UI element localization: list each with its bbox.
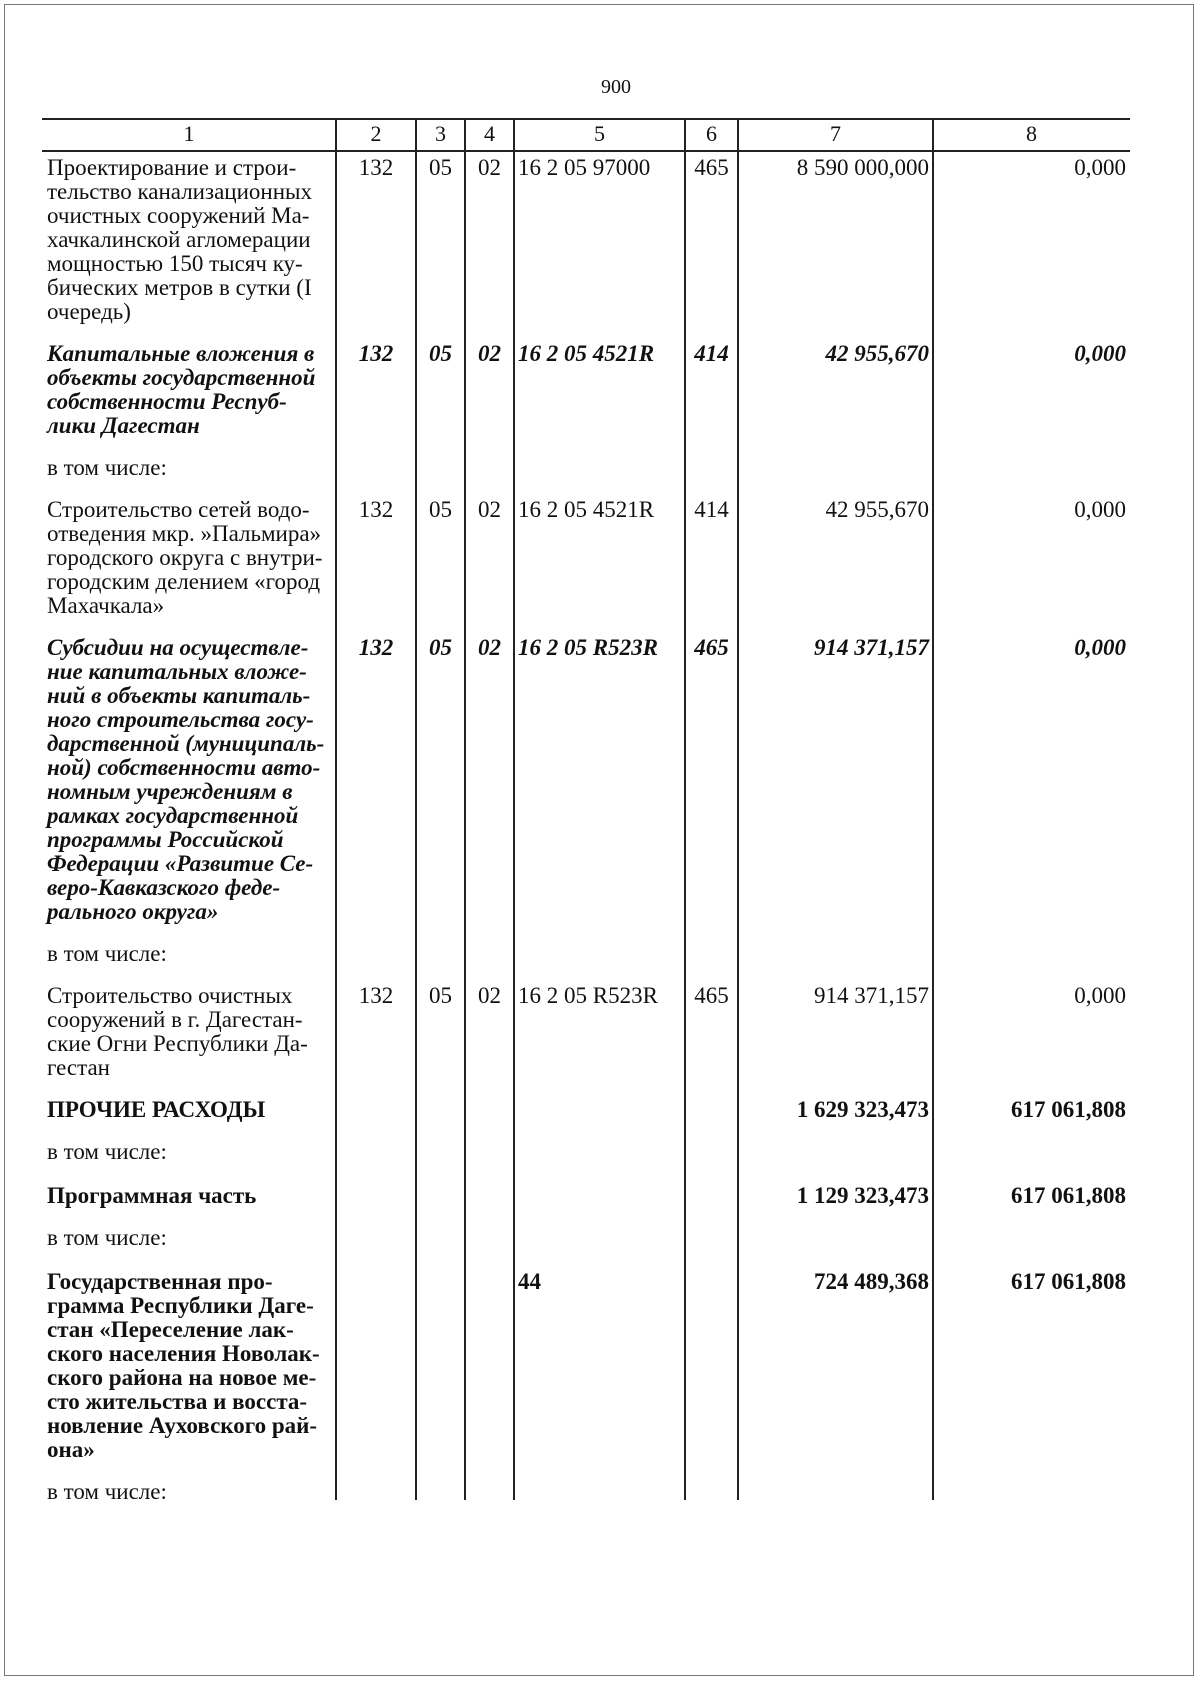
cell-amount-col8: 0,000 [1074,341,1126,366]
cell-amount-col7 [738,940,933,978]
cell-target-article: 16 2 05 97000 [518,155,651,180]
cell-amount-col7: 724 489,368 [814,1269,929,1294]
cell-amount-col7 [738,454,933,492]
cell-section [416,1478,465,1516]
cell-amount-col7 [738,1138,933,1176]
cell-amount-col8 [933,1224,1130,1262]
cell-expense-type [685,1176,738,1224]
item-name: Программная часть [47,1183,257,1208]
cell-expense-type [685,1262,738,1478]
cell-ministry-code: 132 [358,341,394,366]
cell-amount-col8 [933,1478,1130,1516]
cell-amount-col8 [933,1138,1130,1176]
item-name: Государственная про-грамма Республики Даге-стан «Переселение лак-ского населения Новолак-ского района на новое ме-сто жительства и восста-новление Ауховского рай-она» [47,1269,320,1462]
header-cell: 1 [183,121,195,146]
cell-subsection: 02 [478,155,501,180]
cell-amount-col7 [738,1224,933,1262]
cell-section: 05 [429,155,452,180]
cell-ministry-code [336,1262,416,1478]
table-row [42,1262,1130,1478]
cell-amount-col7: 42 955,670 [825,341,929,366]
table-row [42,454,1130,492]
cell-amount-col8 [933,454,1130,492]
cell-section [416,454,465,492]
header-cell: 6 [706,121,717,146]
cell-expense-type [685,1138,738,1176]
item-name: Строительство сетей водо-отведения мкр. »Пальмира» городского округа с внутри-городским делением «город Махачкала» [47,497,323,618]
table-row [42,334,1130,454]
page-number: 900 [601,76,631,98]
cell-subsection: 02 [478,635,501,660]
budget-table [42,118,1130,1516]
cell-section: 05 [429,497,452,522]
cell-ministry-code [336,940,416,978]
item-name: в том числе: [47,1139,167,1164]
cell-ministry-code [336,1224,416,1262]
cell-ministry-code: 132 [358,155,394,180]
cell-amount-col7: 914 371,157 [814,983,929,1008]
cell-expense-type: 465 [694,635,729,660]
cell-ministry-code [336,1090,416,1138]
cell-section [416,940,465,978]
cell-section [416,1090,465,1138]
cell-target-article: 16 2 05 R523R [518,983,658,1008]
cell-amount-col8: 0,000 [1074,983,1126,1008]
cell-amount-col7: 8 590 000,000 [796,155,929,180]
cell-target-article: 16 2 05 R523R [518,635,658,660]
cell-amount-col7: 1 129 323,473 [796,1183,929,1208]
cell-expense-type [685,1090,738,1138]
budget-table-wrapper [42,118,1130,1504]
cell-amount-col8: 0,000 [1074,635,1126,660]
cell-section [416,1138,465,1176]
header-cell: 2 [370,121,382,146]
cell-target-article [514,1176,685,1224]
cell-amount-col8: 617 061,808 [1011,1097,1126,1122]
cell-subsection [465,1090,514,1138]
header-cell: 4 [484,121,495,146]
cell-section: 05 [429,983,452,1008]
cell-subsection [465,1478,514,1516]
cell-ministry-code [336,1176,416,1224]
cell-subsection [465,1224,514,1262]
cell-expense-type: 465 [694,155,729,180]
table-row [42,150,1130,334]
cell-amount-col7: 42 955,670 [825,497,929,522]
table-row [42,492,1130,628]
cell-expense-type [685,940,738,978]
cell-amount-col8 [933,940,1130,978]
item-name: Проектирование и строи-тельство канализационных очистных сооружений Ма-хачкалинской агломерации мощностью 150 тысяч ку-бических метров в сутки (I очередь) [47,155,312,324]
item-name: ПРОЧИЕ РАСХОДЫ [47,1097,266,1122]
cell-target-article [514,454,685,492]
cell-subsection: 02 [478,983,501,1008]
table-row [42,1176,1130,1224]
cell-amount-col7: 914 371,157 [814,635,929,660]
cell-subsection [465,940,514,978]
cell-section [416,1262,465,1478]
cell-target-article [514,1478,685,1516]
item-name: в том числе: [47,1225,167,1250]
cell-target-article [514,1138,685,1176]
cell-amount-col8: 0,000 [1074,155,1126,180]
cell-section [416,1176,465,1224]
cell-subsection [465,1176,514,1224]
header-row [42,118,1130,150]
cell-ministry-code: 132 [358,497,394,522]
cell-amount-col7: 1 629 323,473 [796,1097,929,1122]
cell-amount-col8: 0,000 [1074,497,1126,522]
table-row [42,1090,1130,1138]
item-name: Субсидии на осуществле-ние капитальных вложе-ний в объекты капиталь-ного строительства госу-дарственной (муниципаль-ной) собственности авто-номным учреждениям в рамках государственной программы Российской Федерации «Развитие Се-веро-Кавказского феде-рального округа» [47,635,325,924]
table-row [42,1224,1130,1262]
cell-target-article: 44 [518,1269,541,1294]
cell-subsection [465,1262,514,1478]
cell-amount-col8: 617 061,808 [1011,1183,1126,1208]
header-cell: 5 [594,121,605,146]
cell-target-article [514,1224,685,1262]
cell-subsection: 02 [478,497,501,522]
cell-target-article [514,1090,685,1138]
cell-subsection [465,454,514,492]
cell-amount-col7 [738,1478,933,1516]
cell-subsection: 02 [478,341,501,366]
cell-amount-col8: 617 061,808 [1011,1269,1126,1294]
cell-ministry-code [336,1138,416,1176]
cell-ministry-code: 132 [358,983,394,1008]
cell-section: 05 [429,635,452,660]
cell-subsection [465,1138,514,1176]
table-row [42,1478,1130,1516]
table-row [42,940,1130,978]
cell-ministry-code: 132 [358,635,394,660]
cell-expense-type: 465 [694,983,729,1008]
item-name: в том числе: [47,941,167,966]
cell-target-article: 16 2 05 4521R [518,341,655,366]
cell-expense-type: 414 [694,497,729,522]
cell-target-article [514,940,685,978]
cell-expense-type [685,1478,738,1516]
cell-ministry-code [336,1478,416,1516]
table-row [42,628,1130,940]
cell-ministry-code [336,454,416,492]
cell-section: 05 [429,341,452,366]
item-name: Капитальные вложения в объекты государственной собственности Респуб-лики Дагестан [47,341,316,438]
cell-expense-type [685,1224,738,1262]
cell-expense-type [685,454,738,492]
item-name: в том числе: [47,455,167,480]
header-cell: 8 [1026,121,1037,146]
header-cell: 3 [435,121,446,146]
cell-expense-type: 414 [694,341,729,366]
header-cell: 7 [830,121,841,146]
cell-target-article: 16 2 05 4521R [518,497,655,522]
item-name: Строительство очистных сооружений в г. Дагестан-ские Огни Республики Да-гестан [47,983,308,1080]
table-row [42,1138,1130,1176]
cell-section [416,1224,465,1262]
table-row [42,978,1130,1090]
item-name: в том числе: [47,1479,167,1504]
